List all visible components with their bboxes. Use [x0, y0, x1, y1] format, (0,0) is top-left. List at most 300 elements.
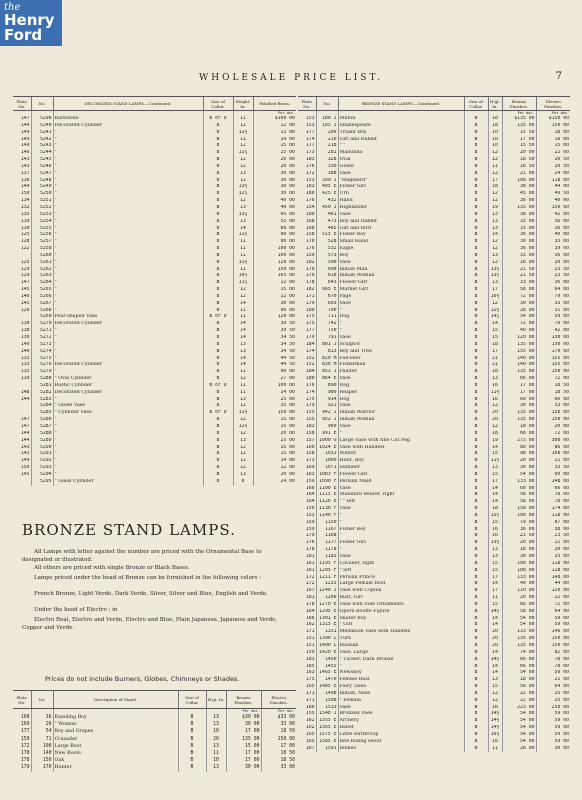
table-cell: ": [53, 417, 203, 424]
table-cell: B: [464, 301, 488, 308]
table-cell: Ballet: [338, 725, 464, 732]
table-cell: 158 00: [502, 506, 536, 513]
table-cell: 13: [233, 438, 253, 445]
table-row: [13, 150, 296, 157]
table-cell: B: [203, 267, 233, 274]
table-row: [13, 287, 296, 294]
table-row: [13, 205, 296, 212]
table-cell: 225 00: [502, 705, 536, 712]
table-cell: B: [203, 424, 233, 431]
table-cell: 13: [233, 349, 253, 356]
column-header: Polished Brass.: [253, 97, 296, 111]
table-cell: 13: [488, 219, 502, 226]
table-cell: 15: [488, 335, 502, 342]
table-cell: 160: [305, 444, 315, 450]
table-cell: B: [464, 383, 488, 390]
table-row: [13, 116, 296, 123]
table-row: [13, 212, 296, 219]
table-cell: B: [464, 445, 488, 452]
table-cell: 170: [31, 764, 53, 771]
table-cell: 12: [233, 376, 253, 383]
table-cell: 5276: [31, 362, 53, 369]
table-cell: 18 50: [261, 757, 296, 764]
table-cell: 12: [233, 458, 253, 465]
table-cell: 155: [305, 410, 315, 416]
table-cell: 425 E: [316, 191, 338, 198]
table-row: [13, 431, 296, 438]
table-cell: Large Bust: [53, 743, 178, 750]
table-cell: 1420 E: [316, 650, 338, 657]
table-cell: 11: [233, 116, 253, 123]
table-cell: 18 50: [502, 164, 536, 171]
table-cell: 11½: [233, 260, 253, 267]
table-cell: 14: [488, 616, 502, 623]
note-bronze-list: French Bronze, Light Verde, Dark Verde, Silver, Silver and Blue, English and Verde.: [34, 591, 268, 597]
table-cell: 184: [305, 369, 315, 375]
table-cell: 58 00: [502, 609, 536, 616]
table-cell: 5280: [31, 376, 53, 383]
table-cell: B: [203, 239, 233, 246]
table-cell: 5275: [31, 356, 53, 363]
table-cell: B: [203, 417, 233, 424]
table-cell: 54 00: [502, 670, 536, 677]
table-cell: 120 00: [253, 260, 296, 267]
table-cell: 145: [20, 287, 30, 293]
table-cell: Vase: [338, 260, 464, 267]
table-cell: 133: [20, 362, 30, 368]
table-cell: 1400 L: [316, 643, 338, 650]
table-row: [298, 198, 570, 205]
table-cell: B: [464, 711, 488, 718]
table-cell: 21 00: [502, 171, 536, 178]
table-cell: 179: [305, 335, 315, 340]
table-cell: 147: [20, 417, 30, 423]
table-cell: 140: [31, 750, 53, 757]
table-cell: 5270: [31, 321, 53, 328]
table-cell: 300 00: [536, 438, 570, 445]
column-header: Description of Stand.: [53, 691, 178, 709]
table-cell: 801 J: [316, 342, 338, 349]
table-cell: 250 00: [536, 705, 570, 712]
table-row: [13, 728, 296, 735]
table-cell: 20: [488, 417, 502, 424]
table-cell: 13: [488, 253, 502, 260]
table-cell: [13, 253, 31, 260]
table-cell: 137: [20, 170, 30, 176]
table-cell: 159: [305, 252, 315, 258]
table-cell: 180 J: [316, 116, 338, 123]
table-cell: 58 00: [502, 287, 536, 294]
table-row: [298, 205, 570, 212]
table-cell: Boy and Tree: [338, 349, 464, 356]
table-row: [298, 239, 570, 246]
table-cell: 13: [233, 397, 253, 404]
table-cell: 59 00: [536, 718, 570, 725]
table-cell: 461: [316, 212, 338, 219]
table-cell: 13: [233, 171, 253, 178]
table-cell: 152: [305, 362, 315, 368]
table-cell: 14: [233, 356, 253, 363]
table-cell: 12: [488, 157, 502, 164]
table-cell: B: [203, 301, 233, 308]
table-cell: 15: [488, 561, 502, 568]
table-cell: 14 00: [253, 458, 296, 465]
table-row: [298, 191, 570, 198]
table-cell: 15: [488, 602, 502, 609]
table-cell: Shakespeare: [338, 123, 464, 130]
table-cell: 5284: [31, 403, 53, 410]
table-row: [13, 178, 296, 185]
table-cell: 155: [305, 417, 315, 423]
decorated-stand-lamps-table: [13, 96, 296, 486]
table-cell: 144: [20, 396, 30, 402]
table-cell: 159: [305, 519, 315, 525]
table-row: [298, 602, 570, 609]
table-row: [13, 349, 296, 356]
table-cell: 66 00: [502, 664, 536, 671]
table-cell: 16: [488, 527, 502, 534]
table-row: [13, 123, 296, 130]
table-cell: 143: [20, 451, 30, 457]
table-row: [298, 622, 570, 629]
table-row: [298, 410, 570, 417]
table-row: [13, 376, 296, 383]
table-cell: 49 50: [536, 191, 570, 198]
table-cell: 149: [20, 129, 30, 135]
table-row: [298, 273, 570, 280]
table-cell: ": [338, 533, 464, 540]
table-cell: ": [53, 451, 203, 458]
table-cell: B: [464, 403, 488, 410]
table-cell: 164: [305, 608, 315, 614]
table-cell: 5281: [31, 383, 53, 390]
table-cell: 820 H: [316, 356, 338, 363]
table-cell: 153: [305, 116, 315, 121]
table-cell: 180: [305, 211, 315, 217]
table-cell: B: [464, 308, 488, 315]
table-cell: 72 00: [536, 431, 570, 438]
table-cell: 13½: [488, 267, 502, 274]
table-cell: 14: [488, 650, 502, 657]
table-cell: 921: [316, 403, 338, 410]
table-cell: 133 00: [502, 575, 536, 582]
table-cell: 158: [305, 232, 315, 238]
table-cell: 5246: [31, 164, 53, 171]
header-row: [298, 97, 570, 111]
table-cell: 150 00: [536, 636, 570, 643]
table-cell: 8: [233, 479, 253, 486]
table-cell: 15 50: [502, 143, 536, 150]
table-cell: 14: [233, 321, 253, 328]
table-cell: 1465 E: [316, 670, 338, 677]
column-header: H'gt. In.: [489, 98, 501, 109]
table-cell: 11: [233, 369, 253, 376]
table-cell: 19: [488, 438, 502, 445]
table-cell: 22 00: [536, 595, 570, 602]
table-row: [13, 764, 296, 771]
table-cell: 153: [305, 177, 315, 183]
table-row: [13, 301, 296, 308]
table-row: [298, 349, 570, 356]
table-cell: 5290: [31, 445, 53, 452]
table-cell: B: [464, 184, 488, 191]
table-cell: 153: [305, 512, 315, 518]
table-cell: B: [203, 143, 233, 150]
table-cell: B: [464, 472, 488, 479]
table-cell: 12½: [233, 424, 253, 431]
table-cell: 5279: [31, 369, 53, 376]
page-title: WHOLESALE PRICE LIST.: [198, 73, 384, 83]
table-cell: Small Hand: [338, 239, 464, 246]
table-cell: 135 00: [502, 369, 536, 376]
table-cell: 149: [20, 458, 30, 464]
table-cell: B: [464, 335, 488, 342]
table-cell: 13: [488, 226, 502, 233]
table-cell: " Female: [338, 698, 464, 705]
table-cell: 170: [305, 266, 315, 272]
table-cell: Vase: [338, 301, 464, 308]
table-cell: 14: [233, 226, 253, 233]
table-cell: 16: [488, 397, 502, 404]
table-cell: 79 00: [536, 294, 570, 301]
table-cell: 60 00: [253, 226, 296, 233]
table-row: [13, 184, 296, 191]
table-cell: 17: [488, 575, 502, 582]
table-cell: 15: [488, 472, 502, 479]
table-cell: B or D: [203, 410, 233, 417]
table-cell: 180: [305, 191, 315, 197]
table-cell: 36 00: [536, 253, 570, 260]
table-cell: 30 00: [253, 191, 296, 198]
table-cell: B: [464, 657, 488, 664]
table-cell: 54 00: [502, 725, 536, 732]
table-cell: 24 00: [253, 479, 296, 486]
table-cell: 914: [316, 397, 338, 404]
table-row: [13, 164, 296, 171]
table-row: [13, 356, 296, 363]
table-cell: 5241: [31, 130, 53, 137]
table-cell: 5289: [31, 438, 53, 445]
table-cell: B: [464, 267, 488, 274]
table-cell: 952 J: [316, 417, 338, 424]
table-cell: 170: [305, 273, 315, 279]
table-cell: 12: [233, 451, 253, 458]
table-cell: " Cylinder Vase: [53, 410, 203, 417]
table-cell: 21 50: [502, 267, 536, 274]
table-cell: ": [53, 130, 203, 137]
table-row: [13, 308, 296, 315]
table-cell: B: [203, 451, 233, 458]
table-cell: 5249: [31, 184, 53, 191]
table-row: [298, 677, 570, 684]
table-cell: B: [203, 472, 233, 479]
table-cell: 136: [20, 177, 30, 183]
table-cell: Little Buttercup: [338, 732, 464, 739]
table-cell: 145: [20, 300, 30, 306]
table-cell: B: [464, 547, 488, 554]
table-cell: 275 00: [502, 438, 536, 445]
table-cell: B: [464, 246, 488, 253]
table-row: [13, 246, 296, 253]
table-cell: " Girl: [338, 622, 464, 629]
table-row: [13, 445, 296, 452]
table-cell: " Oval Cylinder: [53, 376, 203, 383]
table-cell: 100 00: [253, 383, 296, 390]
table-cell: 150 00: [536, 123, 570, 130]
table-cell: 5258: [31, 246, 53, 253]
table-cell: 54 00: [502, 732, 536, 739]
per-dozen-label: Per doz.: [253, 111, 296, 117]
table-cell: 172: [305, 170, 315, 176]
table-cell: 135 00: [502, 410, 536, 417]
table-cell: " Tucker, Dark Bronze: [338, 657, 464, 664]
table-row: [13, 721, 296, 728]
table-cell: 36 00: [536, 226, 570, 233]
table-cell: 20 00: [502, 150, 536, 157]
table-cell: B: [464, 342, 488, 349]
table-cell: 135 00: [502, 205, 536, 212]
table-cell: 66 00: [536, 397, 570, 404]
table-cell: 150: [31, 757, 53, 764]
table-cell: B: [464, 746, 488, 753]
table-cell: Milton: [338, 116, 464, 123]
table-cell: 179: [305, 300, 315, 306]
table-cell: 140: [20, 341, 30, 347]
column-header: No.: [316, 97, 338, 111]
table-cell: ": [53, 308, 203, 315]
table-cell: 165 00: [253, 273, 296, 280]
table-cell: 135 00: [502, 636, 536, 643]
table-cell: B: [464, 643, 488, 650]
table-cell: 18 00: [502, 424, 536, 431]
table-cell: 24 00: [536, 171, 570, 178]
table-cell: 146: [20, 293, 30, 299]
table-cell: 11½: [488, 390, 502, 397]
table-cell: 125: [20, 259, 30, 265]
table-cell: B: [203, 123, 233, 130]
table-row: [298, 362, 570, 369]
table-cell: " " left: [338, 499, 464, 506]
table-row: [298, 397, 570, 404]
table-cell: 485: [316, 226, 338, 233]
table-cell: Large Vase with fine Cut Peg: [338, 438, 464, 445]
table-row: [298, 287, 570, 294]
table-row: [298, 301, 570, 308]
table-cell: 11¼: [233, 280, 253, 287]
table-cell: 830 H: [316, 362, 338, 369]
table-cell: B: [203, 397, 233, 404]
table-cell: 147: [20, 423, 30, 429]
table-row: [298, 492, 570, 499]
table-cell: B: [464, 492, 488, 499]
table-cell: 39 50: [253, 328, 296, 335]
table-cell: B: [464, 595, 488, 602]
table-cell: 175: [305, 314, 315, 320]
table-cell: 11½: [488, 458, 502, 465]
table-cell: Page: [338, 294, 464, 301]
table-cell: 13: [488, 212, 502, 219]
table-cell: 399 J: [316, 178, 338, 185]
table-cell: 165: [305, 738, 315, 744]
table-cell: Kneeling Boy: [53, 714, 178, 721]
table-cell: 159: [20, 736, 30, 742]
table-cell: 10: [206, 757, 226, 764]
table-cell: 450 J: [316, 205, 338, 212]
table-cell: Dog: [338, 397, 464, 404]
table-cell: B: [203, 431, 233, 438]
table-cell: 12: [233, 164, 253, 171]
table-cell: 15 00: [253, 150, 296, 157]
table-cell: 90 00: [253, 239, 296, 246]
table-cell: Standard Bearer, right: [338, 492, 464, 499]
table-cell: ": [53, 465, 203, 472]
table-cell: Boy: [338, 253, 464, 260]
table-cell: 150: [20, 465, 30, 471]
table-cell: B: [203, 198, 233, 205]
table-row: [13, 397, 296, 404]
table-cell: 5272: [31, 335, 53, 342]
table-cell: 11: [233, 137, 253, 144]
table-cell: 20 00: [253, 157, 296, 164]
table-cell: 54 00: [502, 314, 536, 321]
table-cell: 12: [488, 260, 502, 267]
table-cell: B: [464, 150, 488, 157]
table-cell: 130 00: [536, 335, 570, 342]
table-cell: 175: [305, 677, 315, 683]
table-cell: 138: [20, 321, 30, 327]
table-row: [13, 383, 296, 390]
table-cell: ": [53, 171, 203, 178]
table-cell: 13¼: [233, 212, 253, 219]
table-cell: B: [203, 308, 233, 315]
table-cell: 140 00: [502, 362, 536, 369]
table-cell: 5262: [31, 267, 53, 274]
table-cell: $33 00: [261, 714, 296, 721]
table-cell: Flower Girl: [338, 472, 464, 479]
table-cell: B: [203, 164, 233, 171]
table-row: [13, 417, 296, 424]
table-cell: B: [464, 191, 488, 198]
table-cell: 28 00: [502, 308, 536, 315]
table-cell: ": [53, 397, 203, 404]
table-cell: ": [53, 369, 203, 376]
table-cell: B: [464, 239, 488, 246]
table-cell: 151: [305, 636, 315, 642]
table-cell: 126: [20, 307, 30, 313]
section-title: BRONZE STAND LAMPS.: [22, 521, 236, 539]
table-row: [298, 232, 570, 239]
table-cell: 15: [488, 568, 502, 575]
table-row: [298, 609, 570, 616]
table-cell: 405 E: [316, 184, 338, 191]
table-cell: 44 00: [536, 581, 570, 588]
table-cell: 59 00: [536, 670, 570, 677]
table-cell: B: [203, 205, 233, 212]
table-cell: 147: [20, 280, 30, 286]
table-cell: Persian Maid: [338, 479, 464, 486]
table-cell: 12: [233, 294, 253, 301]
table-cell: 185: [305, 663, 315, 669]
table-cell: 15: [488, 520, 502, 527]
table-cell: B: [464, 602, 488, 609]
table-row: [298, 342, 570, 349]
table-cell: 1115 E: [316, 492, 338, 499]
table-row: [13, 198, 296, 205]
table-cell: 120 00: [536, 588, 570, 595]
table-cell: 133 00: [502, 479, 536, 486]
table-cell: 66 00: [502, 602, 536, 609]
table-cell: 135 00: [502, 643, 536, 650]
